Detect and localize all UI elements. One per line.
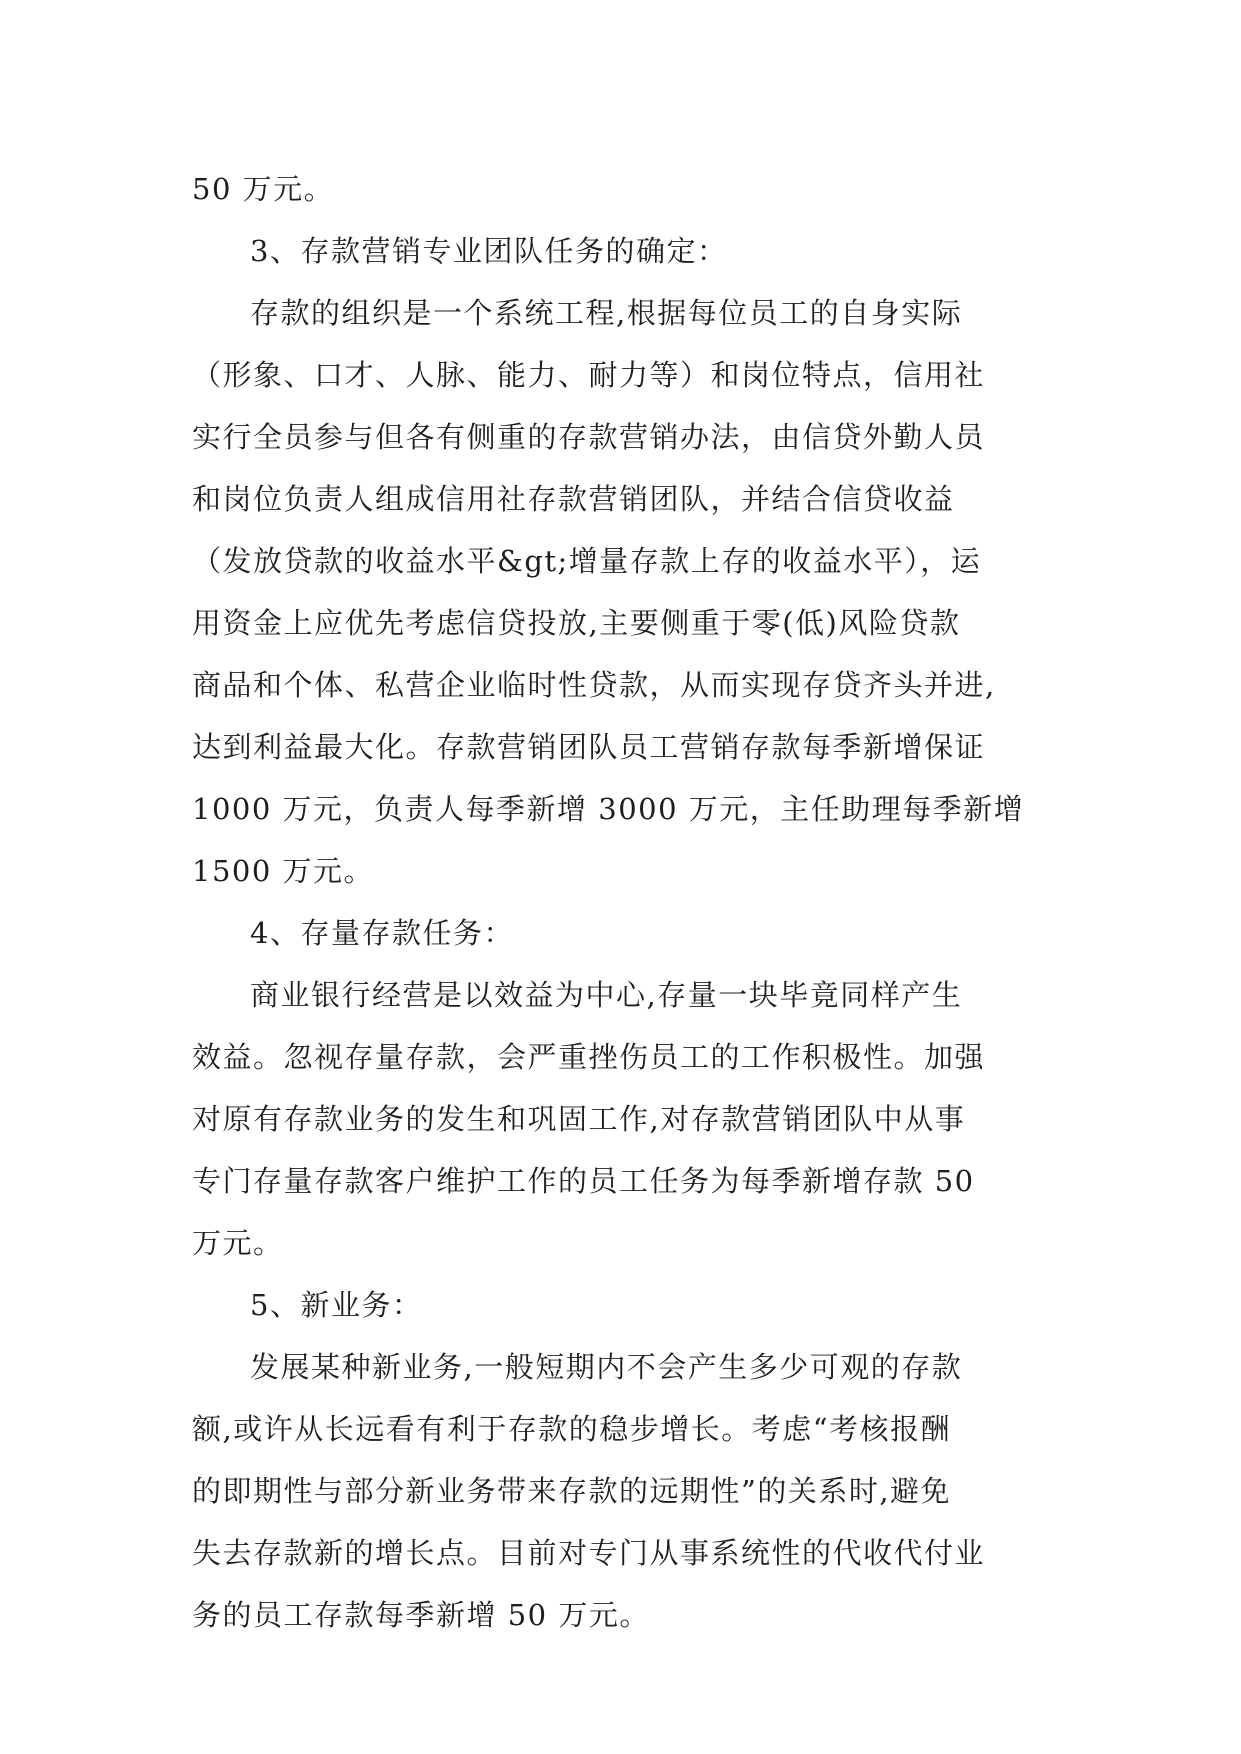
- paragraph-line: 存款的组织是一个系统工程,根据每位员工的自身实际: [250, 296, 963, 330]
- paragraph-line: 专门存量存款客户维护工作的员工任务为每季新增存款 50: [192, 1164, 975, 1198]
- section-heading-5: 5、新业务：: [250, 1288, 423, 1322]
- text-line: 50 万元。: [192, 172, 335, 206]
- paragraph-line: 和岗位负责人组成信用社存款营销团队，并结合信贷收益: [192, 482, 955, 516]
- section-heading-4: 4、存量存款任务：: [250, 916, 514, 950]
- paragraph-line: 用资金上应优先考虑信贷投放,主要侧重于零(低)风险贷款: [192, 606, 961, 640]
- paragraph-line: 达到利益最大化。存款营销团队员工营销存款每季新增保证: [192, 730, 986, 764]
- paragraph-line: 对原有存款业务的发生和巩固工作,对存款营销团队中从事: [192, 1102, 966, 1136]
- paragraph-line: （形象、口才、人脉、能力、耐力等）和岗位特点，信用社: [192, 358, 986, 392]
- paragraph-line: 实行全员参与但各有侧重的存款营销办法，由信贷外勤人员: [192, 420, 986, 454]
- paragraph-line: 的即期性与部分新业务带来存款的远期性”的关系时,避免: [192, 1474, 952, 1508]
- document-body: [192, 158, 1052, 1646]
- paragraph-line: 务的员工存款每季新增 50 万元。: [192, 1598, 650, 1632]
- paragraph-line: 商业银行经营是以效益为中心,存量一块毕竟同样产生: [250, 978, 963, 1012]
- paragraph-line: 发展某种新业务,一般短期内不会产生多少可观的存款: [250, 1350, 963, 1384]
- paragraph-line: 失去存款新的增长点。目前对专门从事系统性的代收代付业: [192, 1536, 986, 1570]
- paragraph-line: （发放贷款的收益水平&gt;增量存款上存的收益水平），运: [192, 544, 982, 578]
- paragraph-line: 额,或许从长远看有利于存款的稳步增长。考虑“考核报酬: [192, 1412, 952, 1446]
- paragraph-line: 商品和个体、私营企业临时性贷款，从而实现存贷齐头并进,: [192, 668, 996, 702]
- paragraph-line: 1500 万元。: [192, 854, 375, 888]
- paragraph-line: 万元。: [192, 1226, 284, 1260]
- paragraph-line: 效益。忽视存量存款，会严重挫伤员工的工作积极性。加强: [192, 1040, 986, 1074]
- section-heading-3: 3、存款营销专业团队任务的确定：: [250, 234, 728, 268]
- paragraph-line: 1000 万元，负责人每季新增 3000 万元，主任助理每季新增: [192, 792, 1025, 826]
